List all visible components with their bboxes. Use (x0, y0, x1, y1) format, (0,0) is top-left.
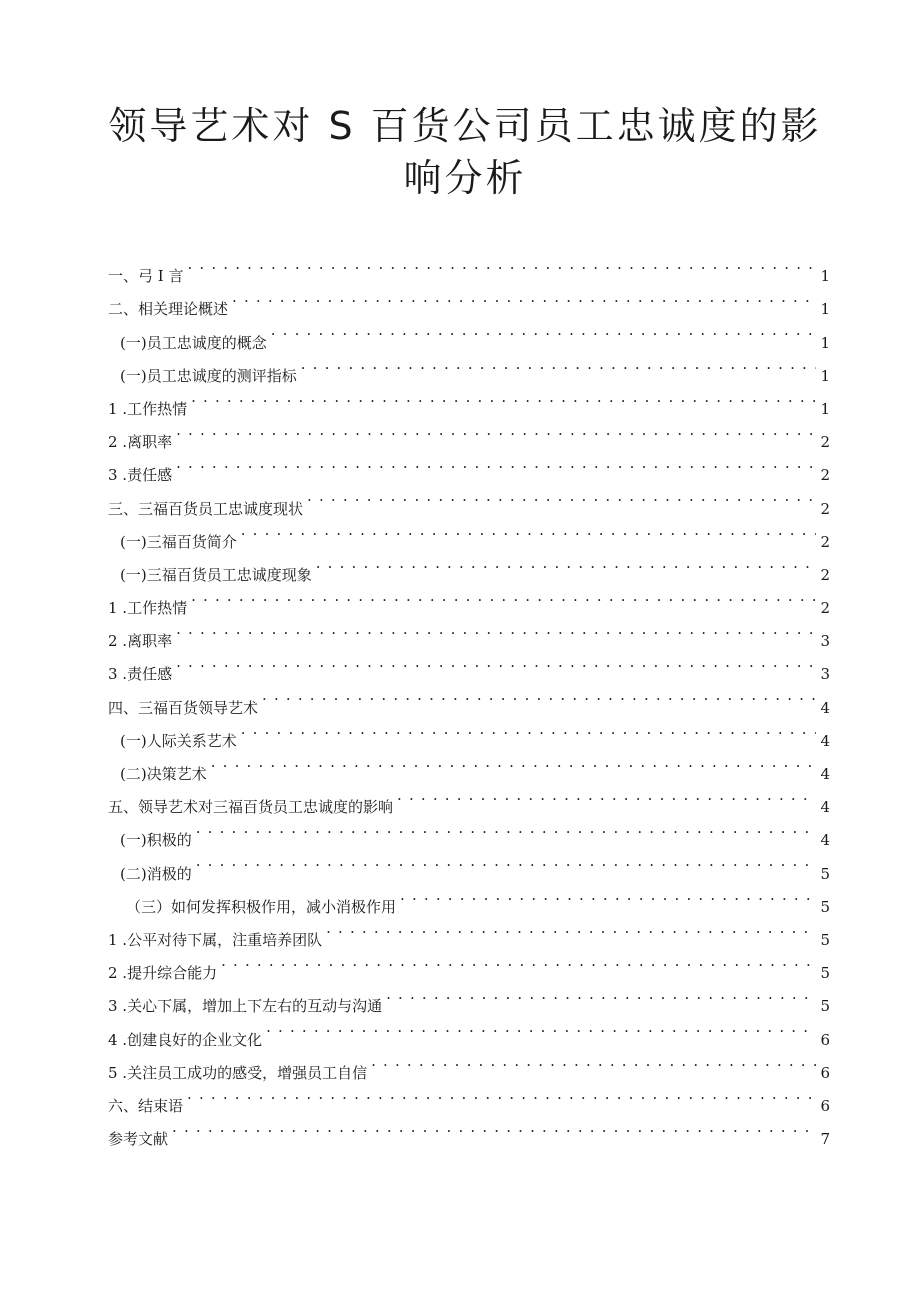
toc-entry (108, 845, 830, 883)
toc-entry-page: 3 (820, 665, 830, 684)
toc-leader-dots (221, 945, 816, 978)
toc-leader-dots (176, 613, 816, 646)
toc-entry-label: (一)员工忠诚度的概念 (120, 333, 267, 352)
toc-leader-dots (400, 879, 816, 912)
toc-entry-label: 2 .离职率 (108, 433, 173, 452)
toc-entry-label: 一、弓 I 言 (108, 267, 184, 286)
toc-entry-page: 2 (820, 466, 830, 485)
toc-entry-label: 四、三福百货领导艺术 (108, 698, 259, 717)
toc-entry-label: 1 .工作热情 (108, 599, 188, 618)
toc-entry (108, 646, 830, 684)
toc-leader-dots (371, 1045, 816, 1078)
toc-leader-dots (187, 248, 816, 281)
toc-leader-dots (316, 547, 816, 580)
toc-entry (108, 248, 830, 286)
toc-entry-page: 5 (820, 930, 830, 949)
toc-entry (108, 381, 830, 418)
toc-entry (108, 746, 830, 783)
toc-entry-page: 5 (820, 997, 830, 1016)
toc-entry-label: 1 .工作热情 (108, 399, 188, 418)
toc-entry-label: (一)人际关系艺术 (120, 731, 237, 750)
toc-entry-label: (一)员工忠诚度的测评指标 (120, 366, 297, 385)
toc-entry-page: 5 (820, 964, 830, 983)
toc-entry-page: 1 (820, 267, 830, 286)
toc-entry (108, 879, 830, 916)
toc-entry-page: 2 (820, 565, 830, 584)
toc-entry (108, 281, 830, 319)
toc-leader-dots (191, 580, 816, 613)
toc-entry-page: 4 (820, 831, 830, 850)
toc-leader-dots (196, 845, 816, 878)
toc-entry-page: 2 (820, 532, 830, 551)
toc-entry-label: 二、相关理论概述 (108, 300, 229, 319)
toc-entry-page: 1 (820, 366, 830, 385)
toc-leader-dots (172, 1111, 816, 1144)
toc-leader-dots (326, 912, 816, 945)
toc-entry (108, 779, 830, 817)
toc-leader-dots (196, 812, 816, 845)
toc-leader-dots (241, 514, 816, 547)
toc-leader-dots (386, 978, 816, 1011)
toc-entry-label: 1 .公平对待下属，注重培养团队 (108, 930, 323, 949)
toc-entry (108, 613, 830, 651)
document-title: 领导艺术对 S 百货公司员工忠诚度的影响分析 (108, 104, 822, 200)
toc-entry-label: 4 .创建良好的企业文化 (108, 1030, 263, 1049)
toc-entry-label: (一)积极的 (120, 831, 192, 850)
toc-entry-label: （三）如何发挥积极作用，减小消极作用 (126, 897, 397, 916)
toc-entry-label: 三、三福百货员工忠诚度现状 (108, 499, 304, 518)
toc-entry (108, 679, 830, 717)
toc-entry (108, 414, 830, 452)
toc-entry-page: 6 (820, 1063, 830, 1082)
toc-entry-page: 4 (820, 731, 830, 750)
toc-entry-page: 6 (820, 1030, 830, 1049)
toc-entry-page: 5 (820, 897, 830, 916)
toc-entry (108, 480, 830, 518)
toc-leader-dots (262, 679, 816, 712)
toc-leader-dots (307, 480, 816, 513)
toc-leader-dots (187, 1078, 816, 1111)
toc-entry-page: 2 (820, 433, 830, 452)
toc-entry-label: 3 .关心下属，增加上下左右的互动与沟通 (108, 997, 383, 1016)
toc-entry-label: (一)三福百货简介 (120, 532, 237, 551)
toc-entry-label: 参考文献 (108, 1130, 169, 1149)
toc-leader-dots (397, 779, 816, 812)
toc-entry-page: 1 (820, 333, 830, 352)
toc-entry-page: 1 (820, 399, 830, 418)
toc-entry-page: 3 (820, 632, 830, 651)
toc-entry-page: 2 (820, 599, 830, 618)
toc-leader-dots (271, 314, 816, 347)
toc-leader-dots (176, 646, 816, 679)
toc-entry-page: 7 (820, 1130, 830, 1149)
toc-entry-label: 五、领导艺术对三福百货员工忠诚度的影响 (108, 798, 394, 817)
toc-entry (108, 1078, 830, 1115)
toc-entry-label: 3 .责任感 (108, 665, 173, 684)
toc-entry (108, 447, 830, 485)
toc-leader-dots (301, 348, 816, 381)
toc-leader-dots (266, 1011, 816, 1044)
toc-entry-page: 4 (820, 698, 830, 717)
toc-entry (108, 812, 830, 850)
toc-entry-label: (二)决策艺术 (120, 765, 207, 783)
toc-entry-label: (一)三福百货员工忠诚度现象 (120, 565, 312, 584)
table-of-contents (108, 248, 830, 1149)
toc-entry-label: (二)消极的 (120, 864, 192, 883)
toc-entry-page: 5 (820, 864, 830, 883)
toc-leader-dots (211, 746, 816, 779)
toc-entry (108, 1111, 830, 1149)
toc-entry-label: 2 .离职率 (108, 632, 173, 651)
toc-entry-label: 5 .关注员工成功的感受，增强员工自信 (108, 1063, 368, 1082)
toc-entry-label: 六、结束语 (108, 1096, 184, 1115)
toc-leader-dots (176, 414, 816, 447)
toc-entry-label: 2 .提升综合能力 (108, 964, 218, 983)
toc-leader-dots (232, 281, 816, 314)
toc-entry-label: 3 .责任感 (108, 466, 173, 485)
toc-entry-page: 1 (820, 300, 830, 319)
toc-leader-dots (176, 447, 816, 480)
toc-entry-page: 4 (820, 798, 830, 817)
toc-entry-page: 6 (820, 1096, 830, 1115)
toc-entry-page: 2 (820, 499, 830, 518)
toc-entry (108, 580, 830, 618)
toc-leader-dots (241, 713, 816, 746)
toc-entry-page: 4 (820, 765, 830, 783)
toc-leader-dots (191, 381, 816, 414)
